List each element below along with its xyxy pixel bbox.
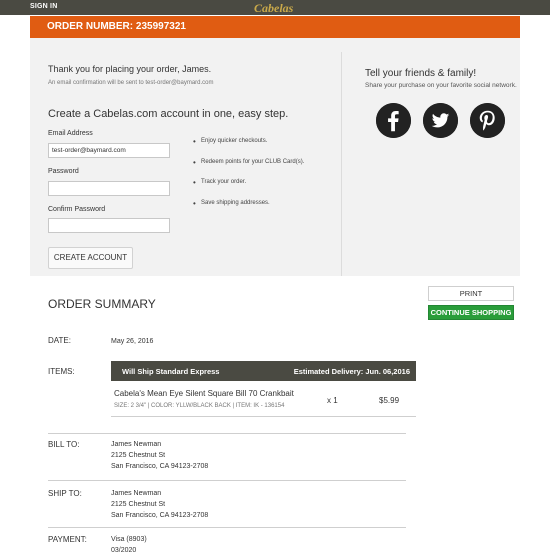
panel-divider xyxy=(341,52,342,276)
payment-label: PAYMENT: xyxy=(48,535,87,544)
ship-to-street: 2125 Chestnut St xyxy=(111,501,166,508)
payment-expiry: 03/2020 xyxy=(111,547,137,554)
ship-method: Will Ship Standard Express xyxy=(122,367,220,376)
item-name[interactable]: Cabela's Mean Eye Silent Square Bill 70 Crankbait xyxy=(114,389,294,398)
cabelas-logo[interactable]: Cabelas xyxy=(254,1,294,15)
email-confirmation-note: An email confirmation will be sent to test-order@baymard.com xyxy=(48,80,214,86)
bill-to-name: James Newman xyxy=(111,441,162,448)
email-field[interactable] xyxy=(48,143,170,158)
create-account-button[interactable]: CREATE ACCOUNT xyxy=(48,247,133,269)
items-label: ITEMS: xyxy=(48,367,75,376)
confirm-password-field[interactable] xyxy=(48,218,170,233)
item-quantity: x 1 xyxy=(327,396,338,405)
confirmation-panel xyxy=(30,38,520,276)
date-label: DATE: xyxy=(48,336,71,345)
bill-to-city: San Francisco, CA 94123-2708 xyxy=(111,463,209,470)
ship-to-address xyxy=(111,488,208,521)
benefit-item: • Redeem points for your CLUB Card(s). xyxy=(192,159,304,180)
social-share-subtitle: Share your purchase on your favorite social network. xyxy=(365,82,517,89)
account-benefits-list xyxy=(192,138,304,220)
social-share-heading: Tell your friends & family! xyxy=(365,68,477,79)
sign-in-link[interactable]: SIGN IN xyxy=(30,3,58,10)
order-summary-heading: ORDER SUMMARY xyxy=(48,297,156,311)
create-account-heading: Create a Cabelas.com account in one, easy step. xyxy=(48,108,289,120)
bill-to-label: BILL TO: xyxy=(48,440,80,449)
password-field[interactable] xyxy=(48,181,170,196)
thank-you-message: Thank you for placing your order, James. xyxy=(48,64,212,74)
payment-info xyxy=(111,534,147,556)
section-divider xyxy=(48,527,406,528)
benefit-item: • Save shipping addresses. xyxy=(192,200,304,221)
ship-to-name: James Newman xyxy=(111,490,162,497)
items-divider xyxy=(111,416,416,417)
password-label: Password xyxy=(48,168,79,175)
ship-to-label: SHIP TO: xyxy=(48,489,82,498)
email-label: Email Address xyxy=(48,130,93,137)
confirm-password-label: Confirm Password xyxy=(48,206,106,213)
order-number-bar xyxy=(30,16,520,38)
payment-card: Visa (8903) xyxy=(111,536,147,543)
continue-shopping-button[interactable]: CONTINUE SHOPPING xyxy=(428,305,514,320)
ship-to-city: San Francisco, CA 94123-2708 xyxy=(111,512,209,519)
section-divider xyxy=(48,433,406,434)
benefit-item: • Enjoy quicker checkouts. xyxy=(192,138,304,159)
print-button[interactable]: PRINT xyxy=(428,286,514,301)
twitter-icon[interactable] xyxy=(423,103,458,138)
estimated-delivery: Estimated Delivery: Jun. 06,2016 xyxy=(293,367,410,376)
top-bar xyxy=(0,0,550,15)
facebook-icon[interactable] xyxy=(376,103,411,138)
benefit-item: • Track your order. xyxy=(192,179,304,200)
pinterest-icon[interactable] xyxy=(470,103,505,138)
order-number: ORDER NUMBER: 235997321 xyxy=(47,21,186,32)
bill-to-street: 2125 Chestnut St xyxy=(111,452,166,459)
item-price: $5.99 xyxy=(379,396,400,405)
items-header-bar xyxy=(111,361,416,381)
section-divider xyxy=(48,480,406,481)
item-details: SIZE: 2 3/4" | COLOR: YLLW/BLACK BACK | ITEM: IK - 136154 xyxy=(114,403,285,409)
bill-to-address xyxy=(111,439,208,472)
order-date: May 26, 2016 xyxy=(111,338,154,345)
